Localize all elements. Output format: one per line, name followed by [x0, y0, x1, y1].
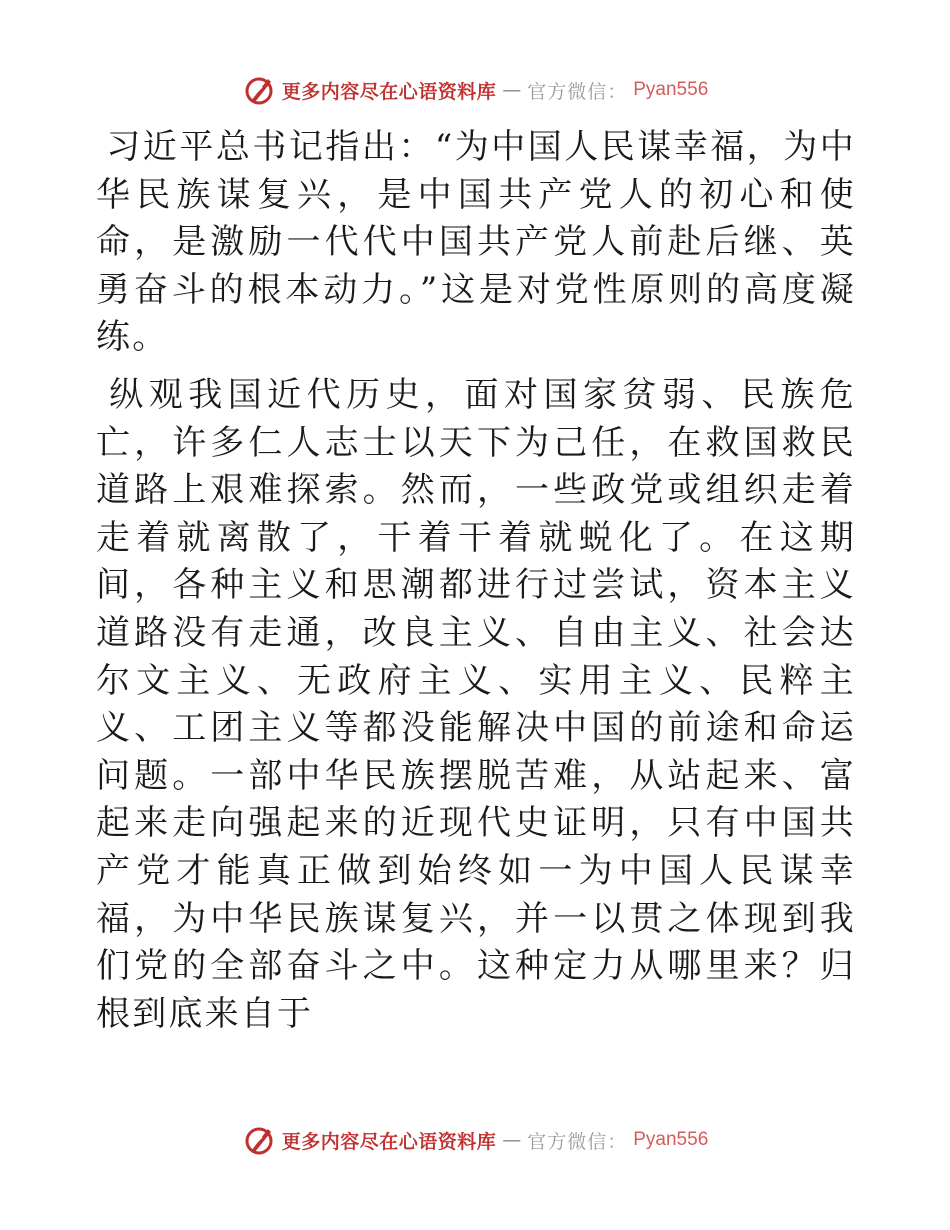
banner-official-label: 官方微信：: [527, 80, 628, 103]
banner-wechat-id: Pyan556: [633, 1129, 709, 1150]
paragraph-2-text: 纵观我国近代历史，面对国家贫弱、民族危亡，许多仁人志士以天下为己任，在救国救民道路上艰难探索。然而，一些政党或组织走着走着就离散了，干着干着就蜕化了。在这期间，各种主义和思潮都进行过尝试，资本主义道路没有走通，改良主义、自由主义、社会达尔文主义、无政府主义、实用主义、民粹主义、工团主义等都没能解决中国的前途和命运问题。一部中华民族摆脱苦难，从站起来、富起来走向强起来的近现代史证明，只有中国共产党才能真正做到始终如一为中国人民谋幸福，为中华民族谋复兴，并一以贯之体现到我们党的全部奋斗之中。这种定力从哪里来？归根到底来自于: [96, 374, 856, 1034]
paragraph-2: [96, 372, 856, 1038]
quill-circle-icon: [242, 73, 276, 107]
paragraph-1: [96, 124, 856, 362]
banner-official-label: 官方微信：: [527, 1130, 628, 1153]
banner-wechat-id: Pyan556: [633, 79, 709, 100]
quill-circle-icon: [242, 1123, 276, 1157]
banner-title: 更多内容尽在心语资料库: [281, 80, 497, 103]
header-banner: [0, 70, 950, 110]
paragraph-1-text: 习近平总书记指出：“为中国人民谋幸福，为中华民族谋复兴，是中国共产党人的初心和使命，是激励一代代中国共产党人前赴后继、英勇奋斗的根本动力。”这是对党性原则的高度凝练。: [96, 127, 856, 358]
banner-title: 更多内容尽在心语资料库: [281, 1130, 497, 1153]
document-body: [96, 124, 856, 1038]
banner-dash: —: [502, 1129, 522, 1151]
footer-banner: [0, 1120, 950, 1160]
banner-dash: —: [502, 79, 522, 101]
